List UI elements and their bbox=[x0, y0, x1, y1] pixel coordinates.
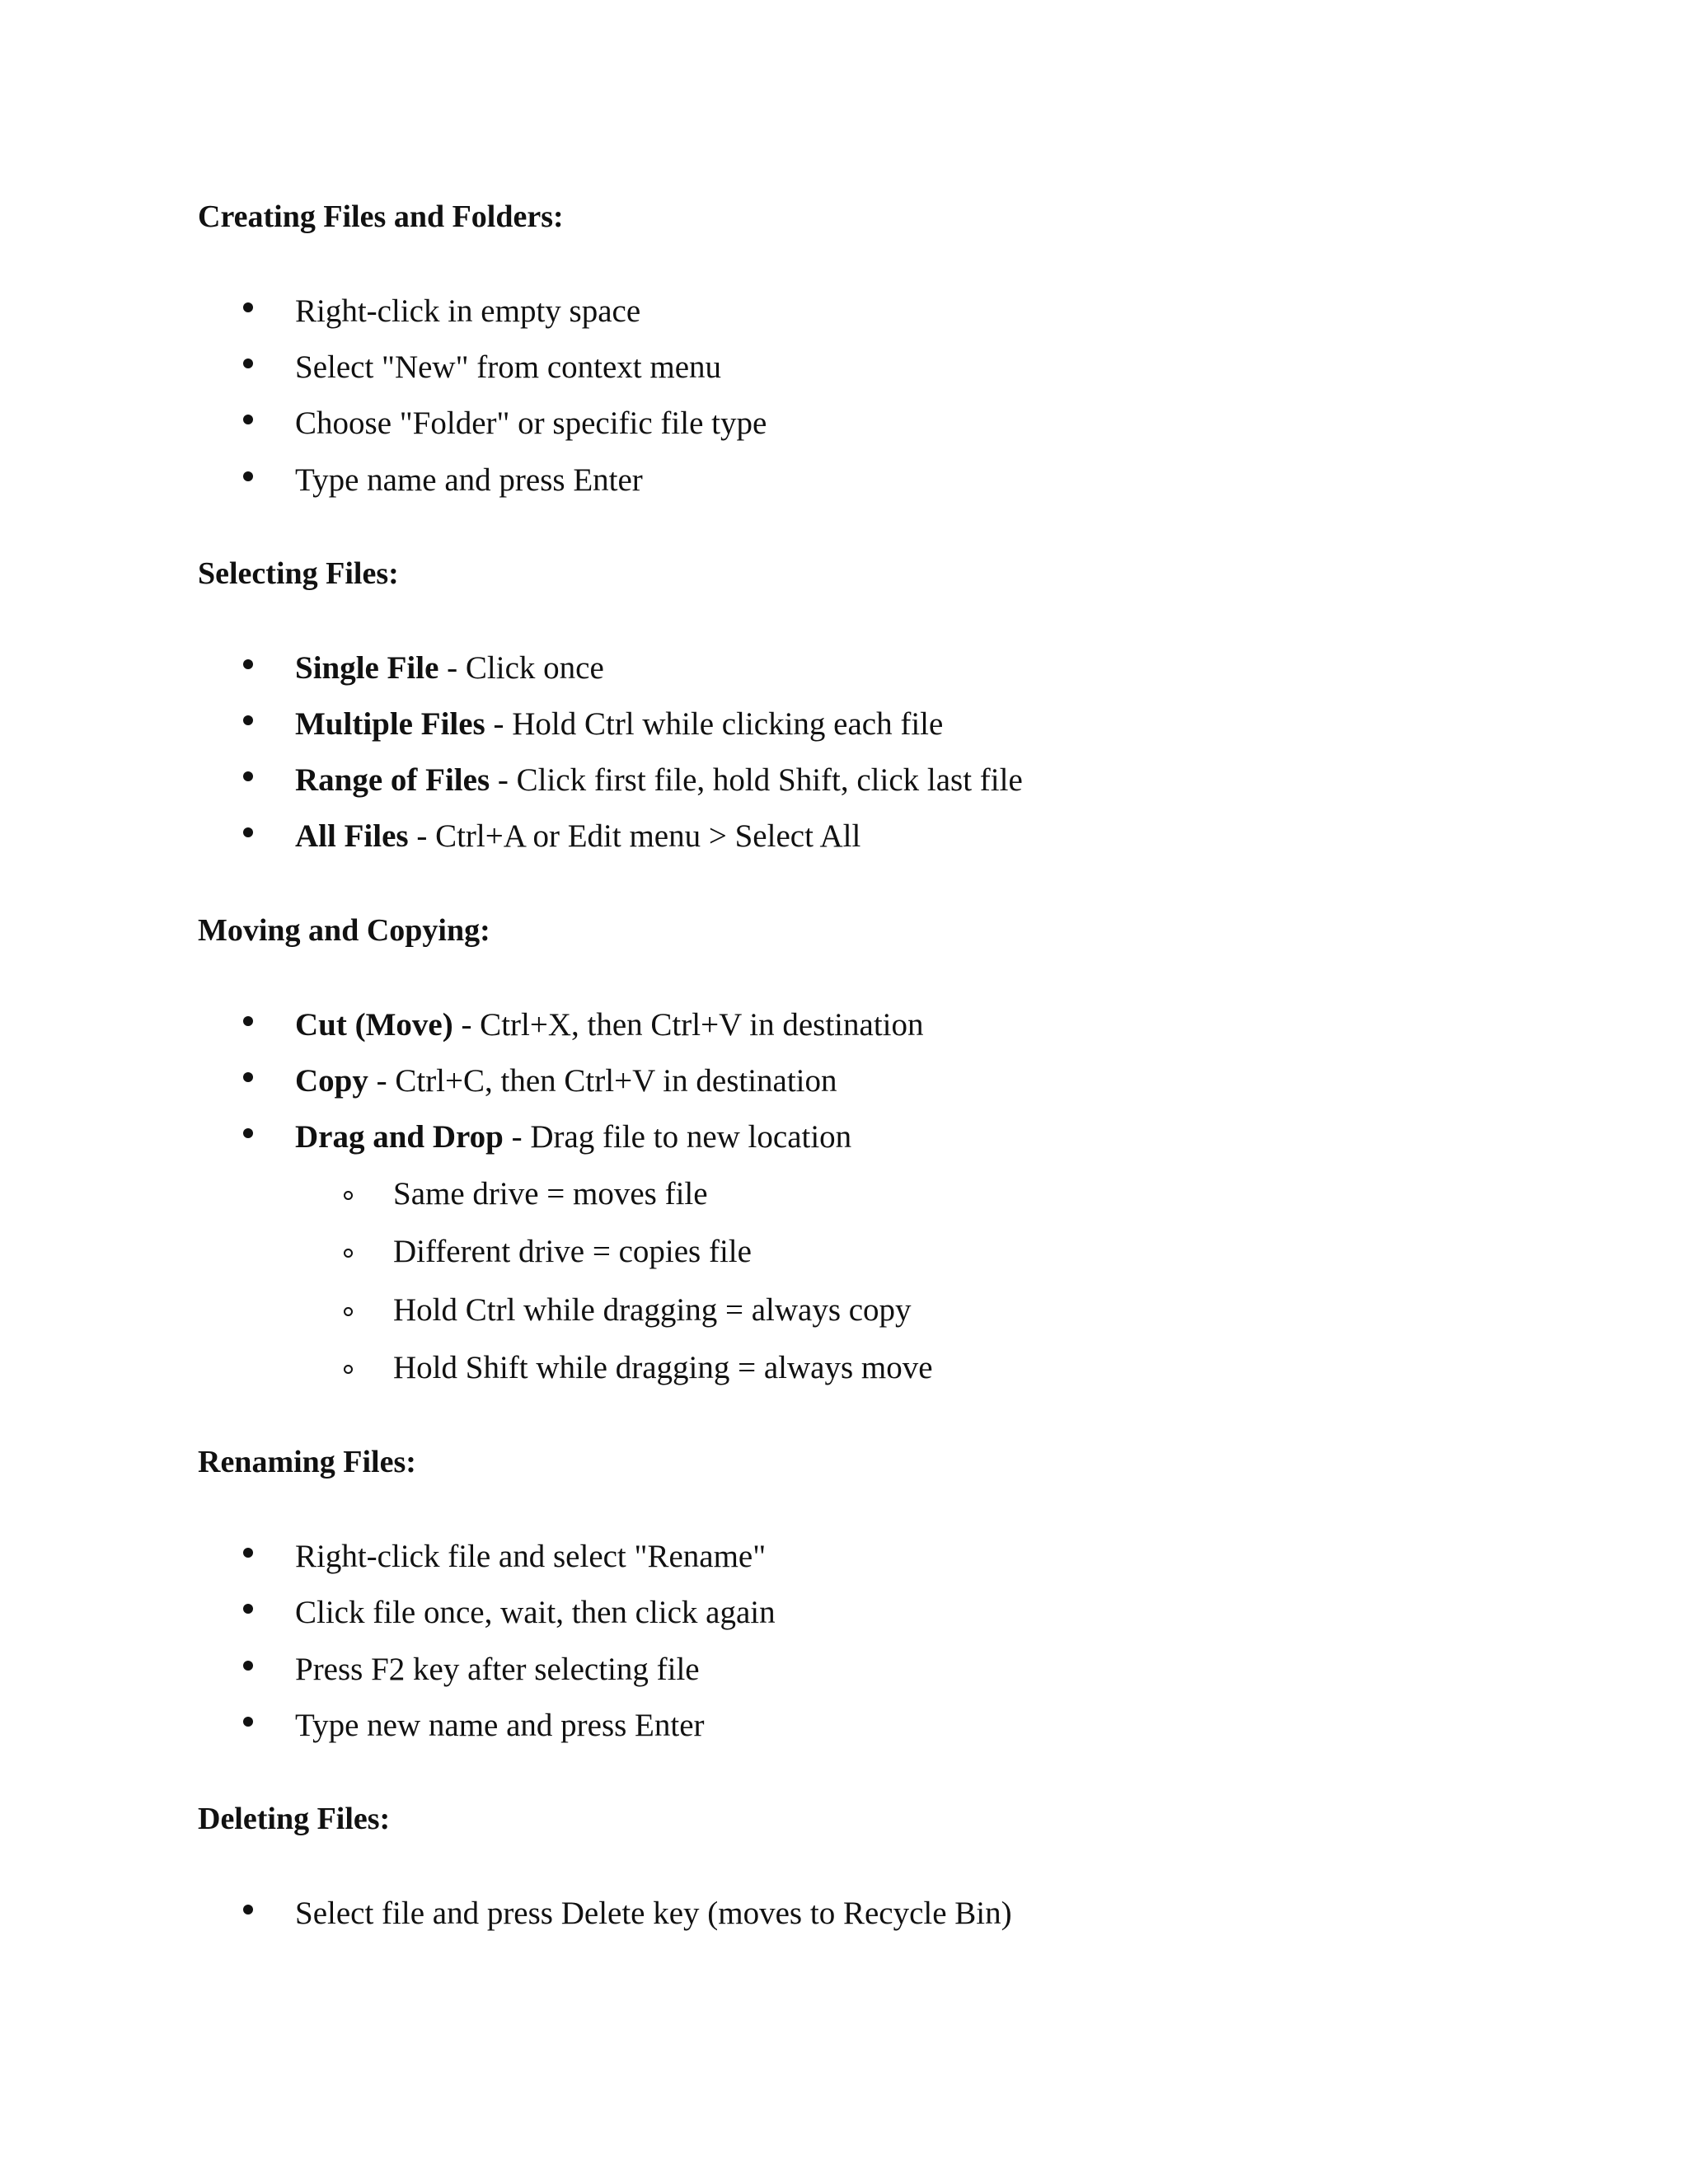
bullet-icon bbox=[243, 1016, 253, 1026]
section-heading-selecting: Selecting Files: bbox=[198, 556, 399, 591]
item-text: - Click once bbox=[438, 650, 604, 686]
sub-item-text: Hold Ctrl while dragging = always copy bbox=[393, 1292, 912, 1328]
bullet-icon bbox=[243, 1717, 253, 1727]
bullet-icon bbox=[243, 415, 253, 424]
section-heading-renaming: Renaming Files: bbox=[198, 1445, 416, 1479]
list-item bbox=[295, 652, 604, 684]
section-heading-moving: Moving and Copying: bbox=[198, 913, 490, 948]
hollow-bullet-icon bbox=[344, 1249, 353, 1258]
sub-list-item bbox=[393, 1294, 912, 1326]
list-item bbox=[295, 708, 943, 740]
item-text: - Ctrl+X, then Ctrl+V in destination bbox=[452, 1007, 924, 1043]
item-text: Right-click file and select "Rename" bbox=[295, 1539, 767, 1574]
bullet-icon bbox=[243, 359, 253, 368]
sub-list-item bbox=[393, 1178, 708, 1210]
sub-list-item bbox=[393, 1352, 933, 1384]
bullet-icon bbox=[243, 302, 253, 312]
bullet-icon bbox=[243, 827, 253, 837]
item-term: Single File bbox=[295, 650, 439, 686]
bullet-icon bbox=[243, 1905, 253, 1915]
bullet-icon bbox=[243, 715, 253, 725]
item-term: Copy bbox=[295, 1063, 368, 1099]
list-item bbox=[295, 764, 1023, 796]
list-item bbox=[295, 351, 721, 383]
bullet-icon bbox=[243, 1072, 253, 1082]
item-text: Type new name and press Enter bbox=[295, 1708, 705, 1743]
list-item bbox=[295, 1709, 705, 1741]
item-term: Multiple Files bbox=[295, 706, 485, 742]
bullet-icon bbox=[243, 1548, 253, 1558]
item-term: All Files bbox=[295, 818, 409, 854]
section-heading-creating: Creating Files and Folders: bbox=[198, 199, 564, 234]
bullet-icon bbox=[243, 771, 253, 781]
item-text: Select file and press Delete key (moves to Recycle Bin) bbox=[295, 1896, 1012, 1931]
sub-item-text: Different drive = copies file bbox=[393, 1234, 752, 1269]
list-item bbox=[295, 1121, 851, 1153]
item-term: Drag and Drop bbox=[295, 1119, 504, 1155]
item-text: Right-click in empty space bbox=[295, 293, 641, 329]
list-item bbox=[295, 820, 860, 852]
bullet-icon bbox=[243, 1604, 253, 1614]
sub-item-text: Hold Shift while dragging = always move bbox=[393, 1350, 933, 1385]
list-item bbox=[295, 1653, 700, 1685]
item-text: - Ctrl+C, then Ctrl+V in destination bbox=[368, 1063, 837, 1099]
list-item bbox=[295, 1897, 1012, 1929]
bullet-icon bbox=[243, 1661, 253, 1671]
item-text: Click file once, wait, then click again bbox=[295, 1595, 776, 1630]
section-heading-deleting: Deleting Files: bbox=[198, 1802, 391, 1836]
bullet-icon bbox=[243, 659, 253, 669]
list-item bbox=[295, 464, 643, 496]
list-item bbox=[295, 1540, 766, 1572]
bullet-icon bbox=[243, 471, 253, 481]
item-text: Select "New" from context menu bbox=[295, 349, 722, 385]
hollow-bullet-icon bbox=[344, 1307, 353, 1316]
item-term: Range of Files bbox=[295, 762, 490, 798]
item-text: - Drag file to new location bbox=[503, 1119, 852, 1155]
item-text: - Ctrl+A or Edit menu > Select All bbox=[408, 818, 861, 854]
list-item bbox=[295, 1009, 924, 1041]
item-text: - Hold Ctrl while clicking each file bbox=[485, 706, 944, 742]
sub-list-item bbox=[393, 1235, 752, 1268]
hollow-bullet-icon bbox=[344, 1365, 353, 1374]
item-term: Cut (Move) bbox=[295, 1007, 453, 1043]
bullet-icon bbox=[243, 1128, 253, 1138]
hollow-bullet-icon bbox=[344, 1191, 353, 1200]
list-item bbox=[295, 407, 767, 439]
list-item bbox=[295, 295, 640, 327]
list-item bbox=[295, 1065, 837, 1097]
item-text: Press F2 key after selecting file bbox=[295, 1652, 700, 1687]
item-text: Choose "Folder" or specific file type bbox=[295, 405, 767, 441]
sub-item-text: Same drive = moves file bbox=[393, 1176, 708, 1212]
item-text: Type name and press Enter bbox=[295, 462, 643, 498]
item-text: - Click first file, hold Shift, click last file bbox=[490, 762, 1023, 798]
list-item bbox=[295, 1596, 776, 1629]
